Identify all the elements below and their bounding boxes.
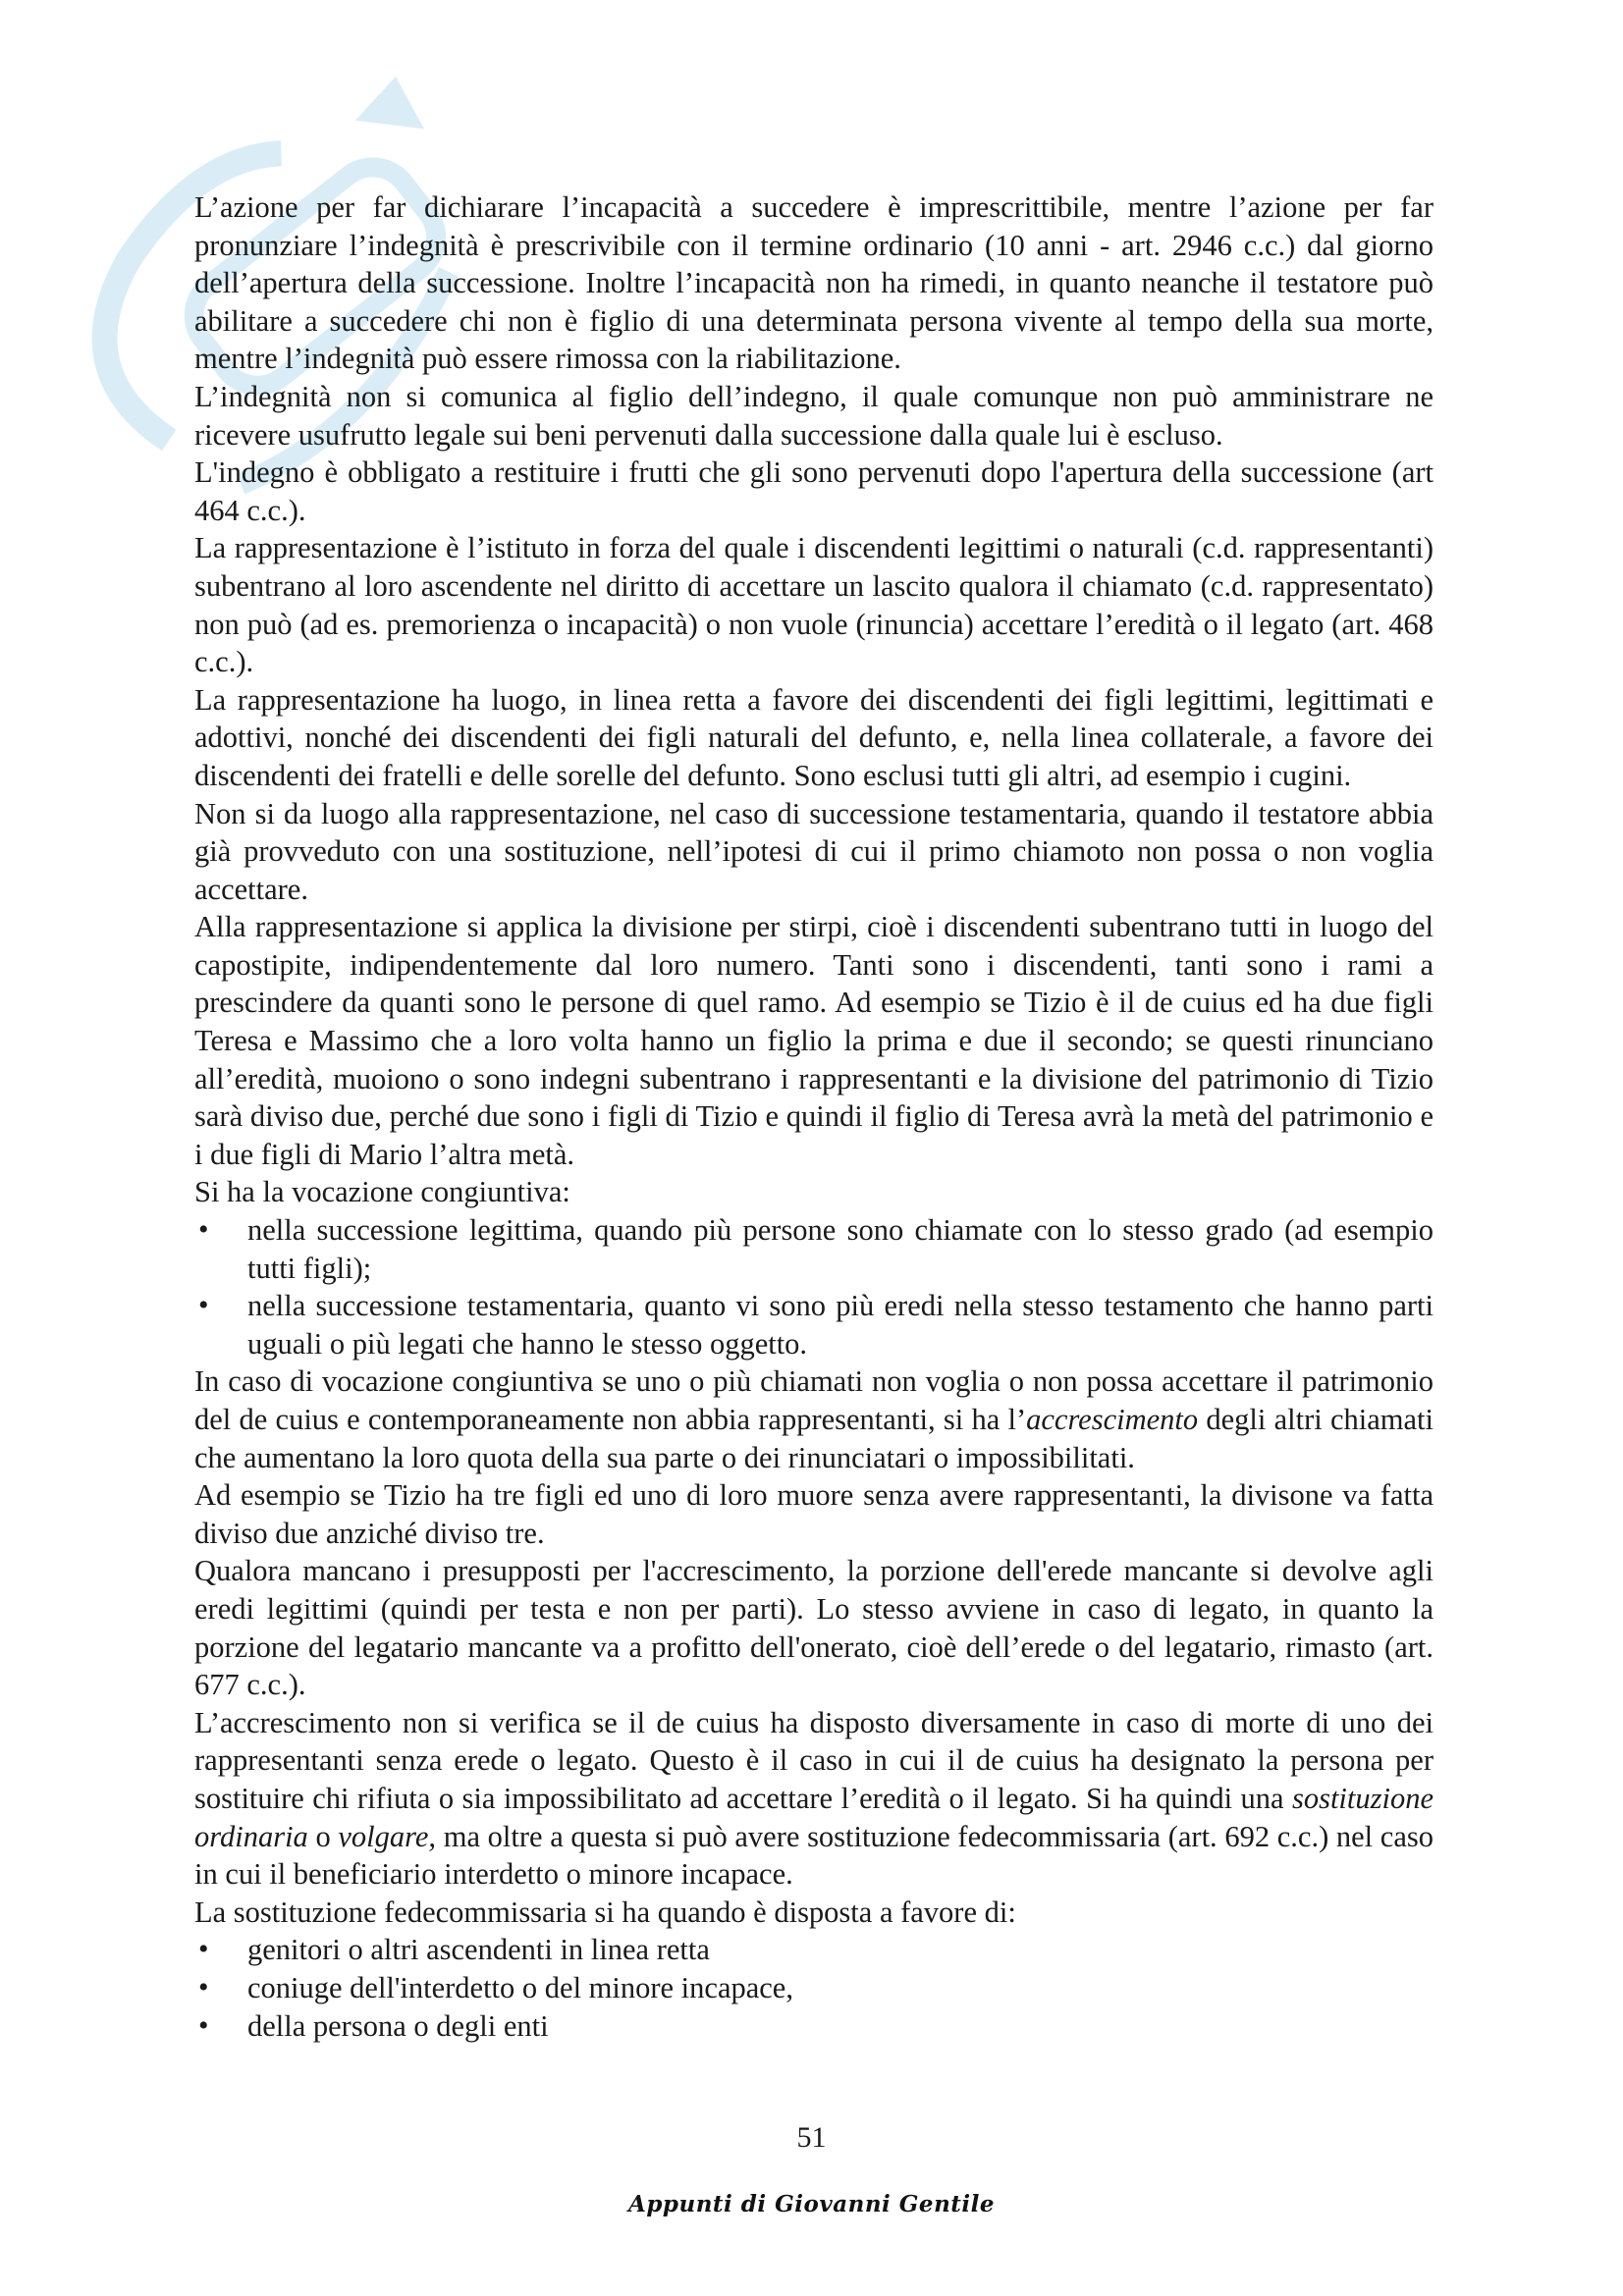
- document-body: [194, 188, 1434, 2045]
- list-fedecommissaria: [194, 1931, 1434, 2045]
- paragraph-rappresentazione-luogo: La rappresentazione ha luogo, in linea retta a favore dei discendenti dei figli legittimi, legittimati e adottivi, nonché dei discendenti dei figli naturali del defunto, e, nella linea collaterale, a favore dei discendenti dei fratelli e delle sorelle del defunto. Sono esclusi tutti gli altri, ad esempio i cugini.: [194, 682, 1434, 792]
- text-segment: L’accrescimento non si verifica se il de cuius ha disposto diversamente in caso di morte di uno dei rappresentanti senza erede o legato. Questo è il caso in cui il de cuius ha designato la persona per sostituire chi rifiuta o sia impossibilitato ad accettare l’eredità o il legato. Si ha quindi una: [194, 1705, 1434, 1815]
- list-item: • della persona o degli enti: [194, 2007, 1434, 2046]
- paragraph-rappresentazione-definizione: La rappresentazione è l’istituto in forza del quale i discendenti legittimi o naturali (c.d. rappresentanti) subentrano al loro ascendente nel diritto di accettare un lascito qualora il chiamato (c.d. rappresentato) non può (ad es. premorienza o incapacità) o non vuole (rinuncia) accettare l’eredità o il legato (art. 468 c.c.).: [194, 531, 1434, 679]
- page-number: 51: [796, 2121, 827, 2154]
- paragraph-rappresentazione-esclusione: Non si da luogo alla rappresentazione, nel caso di successione testamentaria, quando il testatore abbia già provveduto con una sostituzione, nell’ipotesi di cui il primo chiamoto non possa o non voglia accettare.: [194, 796, 1434, 906]
- text-segment: ma oltre a questa si può avere sostituzione fedecommissaria (art. 692 c.c.) nel caso in cui il beneficiario interdetto o minore incapace.: [194, 1819, 1434, 1892]
- text-segment: degli altri chiamati che aumentano la loro quota della sua parte o dei rinunciatari o impossibilitati.: [194, 1403, 1434, 1474]
- paragraph-indegno-frutti: L'indegno è obbligato a restituire i frutti che gli sono pervenuti dopo l'apertura della successione (art 464 c.c.).: [194, 455, 1434, 527]
- list-item: • genitori o altri ascendenti in linea retta: [194, 1931, 1434, 1969]
- paragraph-fedecommissaria: La sostituzione fedecommissaria si ha quando è disposta a favore di:: [194, 1895, 1016, 1929]
- paragraph-esempio-divisione: Ad esempio se Tizio ha tre figli ed uno di loro muore senza avere rappresentanti, la divisone va fatta diviso due anziché diviso tre.: [194, 1478, 1434, 1550]
- list-item: • coniuge dell'interdetto o del minore incapace,: [194, 1969, 1434, 2007]
- paragraph-accrescimento: [194, 1362, 1434, 1476]
- paragraph-indegnita-figlio: L’indegnità non si comunica al figlio dell’indegno, il quale comunque non può amministrare ne ricevere usufrutto legale sui beni pervenuti dalla successione dalla quale lui è escluso.: [194, 379, 1434, 452]
- footer-signature: Appunti di Giovanni Gentile: [627, 2191, 996, 2217]
- term-sostituzione-ordinaria: sostituzione ordinaria: [194, 1781, 1434, 1853]
- list-item: • nella successione legittima, quando più persone sono chiamate con lo stesso grado (ad esempio tutti figli);: [194, 1211, 1434, 1287]
- text-segment: In caso di vocazione congiuntiva se uno o più chiamati non voglia o non possa accettare il patrimonio del de cuius e contemporaneamente non abbia rappresentanti, si ha l’: [194, 1364, 1434, 1436]
- term-volgare: volgare,: [338, 1819, 437, 1853]
- list-vocazione-congiuntiva: [194, 1211, 1434, 1362]
- paragraph-presupposti-accrescimento: Qualora mancano i presupposti per l'accrescimento, la porzione dell'erede mancante si devolve agli eredi legittimi (quindi per testa e non per parti). Lo stesso avviene in caso di legato, in quanto la porzione del legatario mancante va a profitto dell'onerato, cioè dell’erede o del legatario, rimasto (art. 677 c.c.).: [194, 1554, 1434, 1702]
- list-item: • nella successione testamentaria, quanto vi sono più eredi nella stesso testamento che hanno parti uguali o più legati che hanno le stesso oggetto.: [194, 1287, 1434, 1362]
- paragraph-vocazione-congiuntiva: Si ha la vocazione congiuntiva:: [194, 1175, 570, 1209]
- text-segment: o: [307, 1819, 339, 1853]
- paragraph-divisione-stirpi: Alla rappresentazione si applica la divisione per stirpi, cioè i discendenti subentrano tutti in luogo del capostipite, indipendentemente dal loro numero. Tanti sono i discendenti, tanti sono i rami a prescindere da quanti sono le persone di quel ramo. Ad esempio se Tizio è il de cuius ed ha due figli Teresa e Massimo che a loro volta hanno un figlio la prima e due il secondo; se questi rinunciano all’eredità, muoiono o sono indegni subentrano i rappresentanti e la divisione del patrimonio di Tizio sarà diviso due, perché due sono i figli di Tizio e quindi il figlio di Teresa avrà la metà del patrimonio e i due figli di Mario l’altra metà.: [194, 910, 1434, 1171]
- paragraph-sostituzione: [194, 1704, 1434, 1894]
- paragraph-incapacita: L’azione per far dichiarare l’incapacità a succedere è imprescrittibile, mentre l’azione per far pronunziare l’indegnità è prescrivibile con il termine ordinario (10 anni - art. 2946 c.c.) dal giorno dell’apertura della successione. Inoltre l’incapacità non ha rimedi, in quanto neanche il testatore può abilitare a succedere chi non è figlio di una determinata persona vivente al tempo della sua morte, mentre l’indegnità può essere rimossa con la riabilitazione.: [194, 190, 1434, 376]
- term-accrescimento: accrescimento: [1026, 1403, 1199, 1436]
